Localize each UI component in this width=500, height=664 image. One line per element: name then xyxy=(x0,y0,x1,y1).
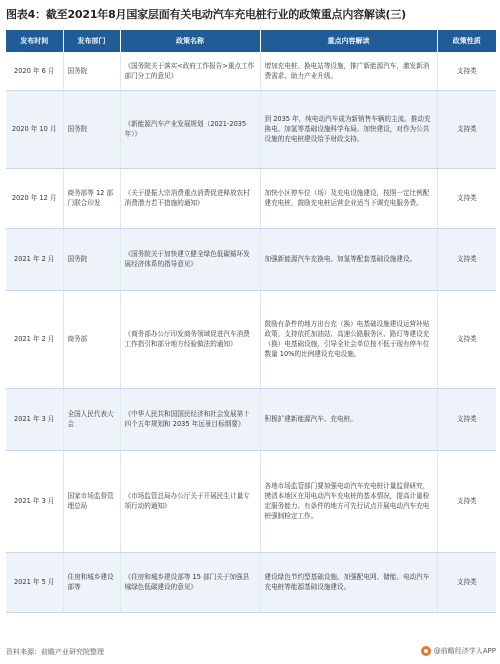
column-header-time: 发布时间 xyxy=(6,30,63,52)
cell-nature: 支持类 xyxy=(437,168,496,228)
cell-time: 2021 年 3 月 xyxy=(6,450,63,552)
cell-dept: 全国人民代表大会 xyxy=(63,388,120,450)
table-row xyxy=(6,52,496,90)
cell-dept: 国务院 xyxy=(63,228,120,290)
cell-content: 增加充电桩、换电站等设施，推广新能源汽车，激发新消费需求、助力产业升级。 xyxy=(260,52,437,90)
table-body xyxy=(6,52,496,612)
cell-policy-name: 《新能源汽车产业发展规划（2021-2035 年）》 xyxy=(120,90,260,168)
cell-nature: 支持类 xyxy=(437,388,496,450)
cell-nature: 支持类 xyxy=(437,450,496,552)
cell-dept: 商务部 xyxy=(63,290,120,388)
cell-time: 2021 年 2 月 xyxy=(6,228,63,290)
table-row xyxy=(6,450,496,552)
cell-nature: 支持类 xyxy=(437,90,496,168)
figure-title: 图表4：截至2021年8月国家层面有关电动汽车充电桩行业的政策重点内容解读(三) xyxy=(6,8,406,21)
column-header-nature: 政策性质 xyxy=(437,30,496,52)
cell-content: 鼓励有条件的地方出台充（换）电基础设施建设运营补贴政策，支持依托加油站、高速公路服务区、路灯等建设充（换）电基础设施，引导全社会单位按不低于现有停车位数量 10%的比例建设充电设施。 xyxy=(260,290,437,388)
cell-time: 2020 年 12 月 xyxy=(6,168,63,228)
cell-policy-name: 《市场监管总局办公厅关于开展民生计量专项行动的通知》 xyxy=(120,450,260,552)
table-row xyxy=(6,168,496,228)
qianzhan-logo-icon xyxy=(421,646,431,656)
brand-label: @前瞻经济学人APP xyxy=(433,647,496,655)
cell-dept: 商务部等 12 部门联合印发 xyxy=(63,168,120,228)
cell-content: 积极扩建新能源汽车、充电桩。 xyxy=(260,388,437,450)
cell-content: 各地市场监管部门要加强电动汽车充电桩计量监督研究，摸清本地区在用电动汽车充电桩的基本情况，提高计量检定服务能力。有条件的地方可先行试点开展电动汽车充电桩强制检定工作。 xyxy=(260,450,437,552)
cell-time: 2021 年 2 月 xyxy=(6,290,63,388)
table-row xyxy=(6,228,496,290)
cell-policy-name: 《中华人民共和国国民经济和社会发展第十四个五年规划和 2035 年远景目标纲要》 xyxy=(120,388,260,450)
column-header-name: 政策名称 xyxy=(120,30,260,52)
cell-content: 加快小区停车位（场）及充电设施建设，按照一定比例配建充电桩，鼓励充电桩运营企业适当下调充电服务费。 xyxy=(260,168,437,228)
table-row xyxy=(6,90,496,168)
brand-watermark xyxy=(421,646,496,656)
cell-content: 加强新能源汽车充换电、加氢等配套基础设施建设。 xyxy=(260,228,437,290)
cell-policy-name: 《关于提振大宗消费重点消费促进释放农村消费潜力若干措施的通知》 xyxy=(120,168,260,228)
cell-content: 建设绿色节约型基础设施。加强配电网、储能、电动汽车充电桩等能源基础设施建设。 xyxy=(260,552,437,612)
cell-dept: 住房和城乡建设部等 xyxy=(63,552,120,612)
figure-footer xyxy=(6,645,496,659)
cell-time: 2020 年 10 月 xyxy=(6,90,63,168)
table-row xyxy=(6,290,496,388)
cell-nature: 支持类 xyxy=(437,52,496,90)
table-header xyxy=(6,30,496,52)
column-header-dept: 发布部门 xyxy=(63,30,120,52)
cell-dept: 国务院 xyxy=(63,90,120,168)
column-header-content: 重点内容解读 xyxy=(260,30,437,52)
table-row xyxy=(6,552,496,612)
policy-table xyxy=(6,30,496,613)
cell-policy-name: 《住房和城乡建设部等 15 部门关于加强县城绿色低碳建设的意见》 xyxy=(120,552,260,612)
cell-content: 到 2035 年，纯电动汽车成为新销售车辆的主流。推动充换电、加氢等基础设施科学布局、加快建设，对作为公共设施的充电桩建设给予财政支持。 xyxy=(260,90,437,168)
cell-dept: 国家市场监督管理总局 xyxy=(63,450,120,552)
cell-time: 2021 年 3 月 xyxy=(6,388,63,450)
cell-nature: 支持类 xyxy=(437,290,496,388)
cell-time: 2020 年 6 月 xyxy=(6,52,63,90)
cell-time: 2021 年 5 月 xyxy=(6,552,63,612)
table-row xyxy=(6,388,496,450)
cell-policy-name: 《国务院关于落实<政府工作报告>重点工作部门分工的意见》 xyxy=(120,52,260,90)
cell-policy-name: 《商务部办公厅印发商务领域促进汽车消费工作指引和部分地方经验做法的通知》 xyxy=(120,290,260,388)
cell-nature: 支持类 xyxy=(437,552,496,612)
source-note: 资料来源：前瞻产业研究院整理 xyxy=(6,648,104,656)
cell-dept: 国务院 xyxy=(63,52,120,90)
cell-policy-name: 《国务院关于加快建立健全绿色低碳循环发展经济体系的指导意见》 xyxy=(120,228,260,290)
cell-nature: 支持类 xyxy=(437,228,496,290)
